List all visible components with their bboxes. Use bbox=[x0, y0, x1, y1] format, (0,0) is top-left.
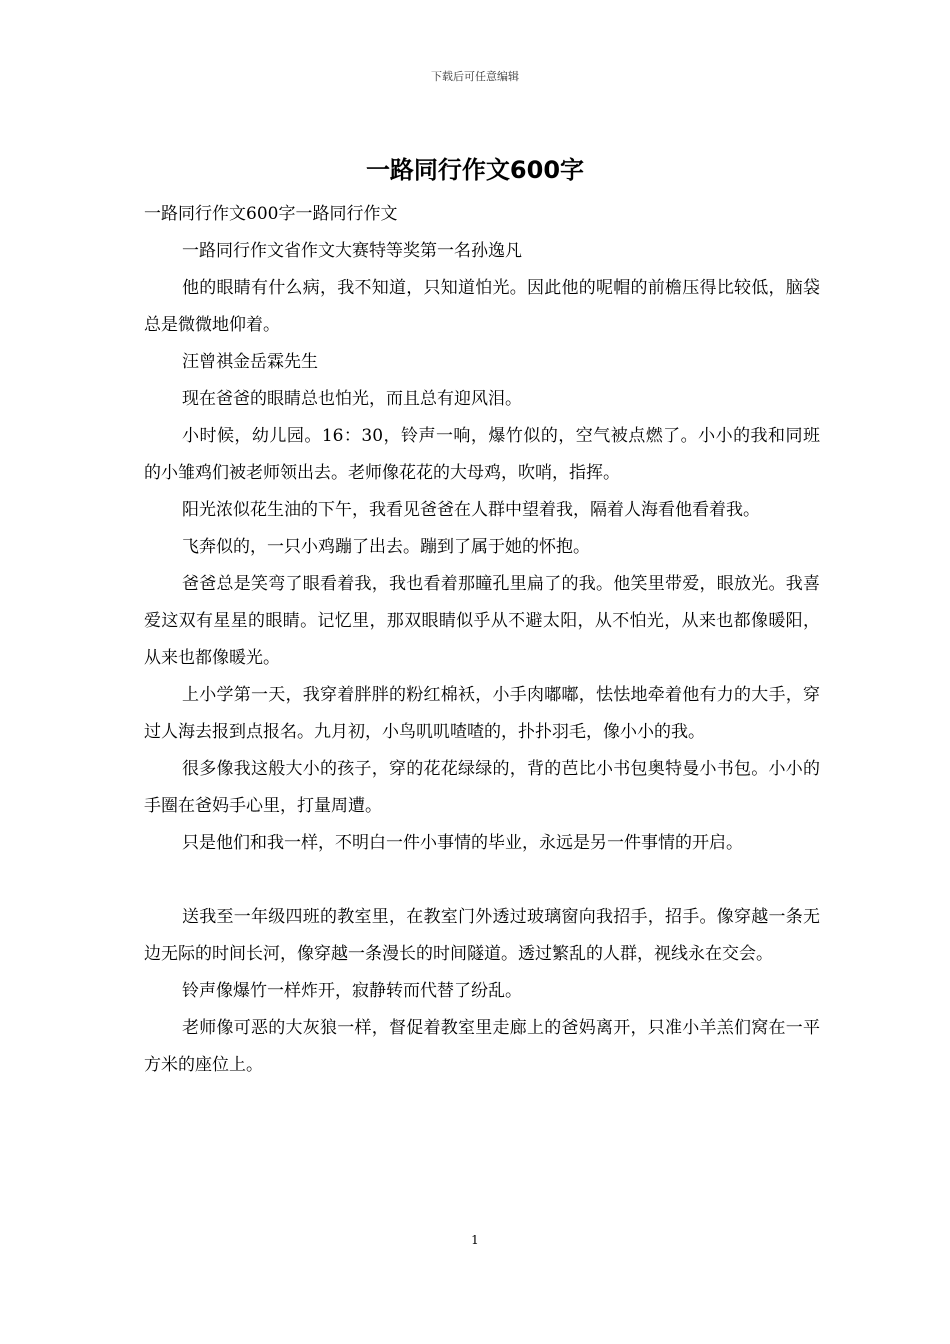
paragraph: 飞奔似的，一只小鸡蹦了出去。蹦到了属于她的怀抱。 bbox=[182, 537, 590, 557]
paragraph: 现在爸爸的眼睛总也怕光，而且总有迎风泪。 bbox=[182, 389, 522, 409]
paragraph: 只是他们和我一样，不明白一件小事情的毕业，永远是另一件事情的开启。 bbox=[182, 833, 743, 853]
paragraph: 他的眼睛有什么病，我不知道，只知道怕光。因此他的呢帽的前檐压得比较低，脑袋总是微微地仰着。 bbox=[144, 278, 820, 335]
paragraph: 爸爸总是笑弯了眼看着我，我也看着那瞳孔里扁了的我。他笑里带爱，眼放光。我喜爱这双有星星的眼睛。记忆里，那双眼睛似乎从不避太阳，从不怕光，从来也都像暖阳，从来也都像暖光。 bbox=[144, 574, 820, 668]
document-title: 一路同行作文600字 bbox=[365, 156, 585, 184]
paragraph: 一路同行作文600字一路同行作文 bbox=[144, 204, 398, 224]
paragraph: 一路同行作文省作文大赛特等奖第一名孙逸凡 bbox=[182, 241, 522, 261]
paragraph: 阳光浓似花生油的下午，我看见爸爸在人群中望着我，隔着人海看他看着我。 bbox=[182, 500, 760, 520]
paragraph: 送我至一年级四班的教室里，在教室门外透过玻璃窗向我招手，招手。像穿越一条无边无际的时间长河，像穿越一条漫长的时间隧道。透过繁乱的人群，视线永在交会。 bbox=[144, 907, 820, 964]
paragraph: 汪曾祺金岳霖先生 bbox=[182, 352, 318, 372]
paragraph: 铃声像爆竹一样炸开，寂静转而代替了纷乱。 bbox=[182, 981, 522, 1001]
paragraph: 老师像可恶的大灰狼一样，督促着教室里走廊上的爸妈离开，只准小羊羔们窝在一平方米的座位上。 bbox=[144, 1018, 820, 1075]
header-note: 下载后可任意编辑 bbox=[431, 70, 519, 83]
paragraph: 上小学第一天，我穿着胖胖的粉红棉袄，小手肉嘟嘟，怯怯地牵着他有力的大手，穿过人海去报到点报名。九月初，小鸟叽叽喳喳的，扑扑羽毛，像小小的我。 bbox=[144, 685, 820, 742]
paragraph: 很多像我这般大小的孩子，穿的花花绿绿的，背的芭比小书包奥特曼小书包。小小的手圈在爸妈手心里，打量周遭。 bbox=[144, 759, 820, 816]
page-number: 1 bbox=[471, 1233, 479, 1247]
document-body bbox=[144, 196, 820, 1084]
paragraph: 小时候，幼儿园。16：30，铃声一响，爆竹似的，空气被点燃了。小小的我和同班的小雏鸡们被老师领出去。老师像花花的大母鸡，吹哨，指挥。 bbox=[144, 426, 820, 483]
